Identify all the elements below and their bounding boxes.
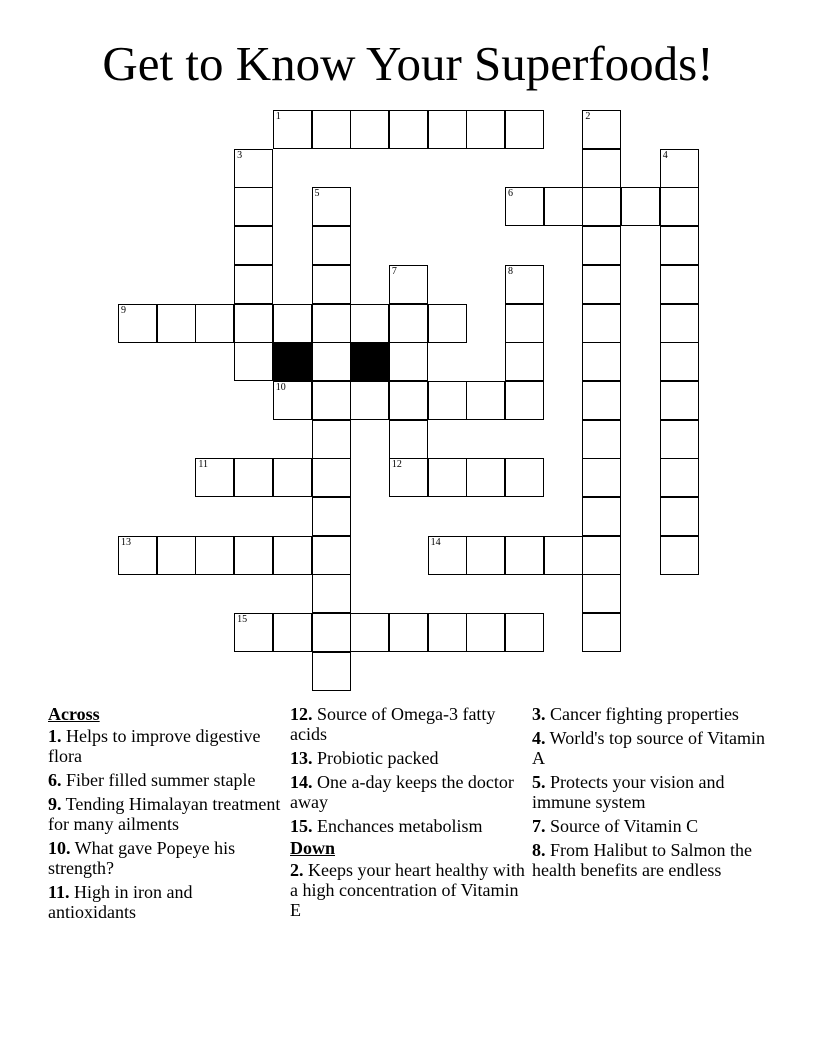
clue-text: Protects your vision and immune system <box>532 772 725 812</box>
grid-cell[interactable] <box>273 304 312 343</box>
grid-cell[interactable] <box>505 458 544 497</box>
grid-cell[interactable] <box>312 497 351 536</box>
grid-cell[interactable] <box>582 497 621 536</box>
clue-number: 12 <box>391 459 402 471</box>
grid-cell[interactable] <box>234 149 273 188</box>
clue-number: 5 <box>314 188 320 200</box>
clue-number-label: 11. <box>48 882 70 902</box>
grid-cell[interactable] <box>582 304 621 343</box>
grid-cell[interactable] <box>234 226 273 265</box>
grid-cell[interactable] <box>389 458 428 497</box>
grid-cell[interactable] <box>195 458 234 497</box>
grid-cell[interactable] <box>312 652 351 691</box>
grid-cell[interactable] <box>312 420 351 459</box>
grid-cell[interactable] <box>660 536 699 575</box>
clue-column-1 <box>48 702 284 922</box>
grid-cell[interactable] <box>466 381 505 420</box>
clue <box>48 794 284 834</box>
grid-cell[interactable] <box>505 381 544 420</box>
across-clue-list <box>48 726 284 922</box>
clue-number-label: 8. <box>532 840 546 860</box>
grid-cell[interactable] <box>428 613 467 652</box>
black-cell <box>350 342 389 381</box>
clue-number: 13 <box>121 536 131 548</box>
clue-number-label: 9. <box>48 794 62 814</box>
clue-number-label: 15. <box>290 816 313 836</box>
grid-cell[interactable] <box>660 304 699 343</box>
clue-number: 10 <box>275 381 286 393</box>
grid-cell[interactable] <box>350 110 389 149</box>
grid-cell[interactable] <box>660 342 699 381</box>
clue-number: 7 <box>391 265 397 277</box>
clue <box>290 704 526 744</box>
grid-cell[interactable] <box>582 420 621 459</box>
clue-number-label: 1. <box>48 726 62 746</box>
clue-text: World's top source of Vitamin A <box>532 728 766 768</box>
grid-cell[interactable] <box>195 536 234 575</box>
clue-number: 15 <box>237 614 248 626</box>
clue-number: 14 <box>430 536 441 548</box>
grid-cell[interactable] <box>505 110 544 149</box>
clue <box>290 816 526 836</box>
grid-cell[interactable] <box>234 265 273 304</box>
grid-cell[interactable] <box>582 187 621 226</box>
clue <box>532 704 768 724</box>
clue-number: 3 <box>237 149 243 161</box>
grid-cell[interactable] <box>312 458 351 497</box>
grid-cell[interactable] <box>389 265 428 304</box>
grid-cell[interactable] <box>428 304 467 343</box>
grid-cell[interactable] <box>582 613 621 652</box>
grid-cell[interactable] <box>466 458 505 497</box>
grid-cell[interactable] <box>389 110 428 149</box>
clue-text: Enchances metabolism <box>312 816 483 836</box>
clue-text: Fiber filled summer staple <box>61 770 256 790</box>
grid-cell[interactable] <box>660 265 699 304</box>
grid-cell[interactable] <box>505 342 544 381</box>
grid-cell[interactable] <box>466 613 505 652</box>
grid-cell[interactable] <box>505 304 544 343</box>
grid-cell[interactable] <box>312 381 351 420</box>
grid-cell[interactable] <box>273 381 312 420</box>
clue-number-label: 5. <box>532 772 546 792</box>
clue-text: Keeps your heart healthy with a high concentration of Vitamin E <box>290 860 525 920</box>
grid-cell[interactable] <box>428 381 467 420</box>
grid-cell[interactable] <box>582 381 621 420</box>
grid-cell[interactable] <box>118 536 157 575</box>
grid-cell[interactable] <box>544 187 583 226</box>
grid-cell[interactable] <box>505 265 544 304</box>
clue-text: Cancer fighting properties <box>545 704 739 724</box>
clue-number: 9 <box>121 304 126 316</box>
clue-number-label: 13. <box>290 748 313 768</box>
grid-cell[interactable] <box>234 458 273 497</box>
grid-cell[interactable] <box>273 536 312 575</box>
grid-cell[interactable] <box>312 536 351 575</box>
grid-cell[interactable] <box>582 342 621 381</box>
clue-text: What gave Popeye his strength? <box>48 838 236 878</box>
grid-cell[interactable] <box>428 110 467 149</box>
down-heading: Down <box>290 838 336 858</box>
grid-cell[interactable] <box>389 420 428 459</box>
grid-cell[interactable] <box>312 110 351 149</box>
grid-cell[interactable] <box>660 420 699 459</box>
grid-cell[interactable] <box>312 574 351 613</box>
grid-cell[interactable] <box>389 613 428 652</box>
grid-cell[interactable] <box>312 304 351 343</box>
grid-cell[interactable] <box>234 304 273 343</box>
grid-cell[interactable] <box>660 187 699 226</box>
clue-number: 8 <box>508 265 513 277</box>
grid-cell[interactable] <box>428 458 467 497</box>
grid-cell[interactable] <box>660 458 699 497</box>
clue-number: 2 <box>585 111 591 122</box>
grid-cell[interactable] <box>505 536 544 575</box>
clue-text: One a-day keeps the doctor away <box>290 772 514 812</box>
grid-cell[interactable] <box>660 149 699 188</box>
grid-cell[interactable] <box>505 613 544 652</box>
grid-cell[interactable] <box>544 536 583 575</box>
grid-cell[interactable] <box>389 342 428 381</box>
clue <box>290 748 526 768</box>
down-clue-list <box>290 860 526 920</box>
grid-cell[interactable] <box>389 381 428 420</box>
grid-cell[interactable] <box>582 226 621 265</box>
grid-cell[interactable] <box>582 149 621 188</box>
grid-cell[interactable] <box>466 536 505 575</box>
clue-number-label: 7. <box>532 816 546 836</box>
grid-cell[interactable] <box>234 613 273 652</box>
clue-text: High in iron and antioxidants <box>48 882 193 922</box>
down-clue-list-continued <box>532 704 768 880</box>
grid-cell[interactable] <box>660 226 699 265</box>
across-heading: Across <box>48 704 100 724</box>
across-clue-list-continued <box>290 704 526 836</box>
clue-number-label: 6. <box>48 770 62 790</box>
grid-cell[interactable] <box>582 574 621 613</box>
grid-cell[interactable] <box>195 304 234 343</box>
clue <box>48 882 284 922</box>
clue-number-label: 3. <box>532 704 546 724</box>
clue-number-label: 4. <box>532 728 546 748</box>
clue-number-label: 14. <box>290 772 313 792</box>
clue <box>532 728 768 768</box>
grid-cell[interactable] <box>505 187 544 226</box>
grid-cell[interactable] <box>582 110 621 149</box>
clue <box>48 838 284 878</box>
grid-cell[interactable] <box>234 536 273 575</box>
grid-cell[interactable] <box>312 226 351 265</box>
grid-cell[interactable] <box>312 342 351 381</box>
grid-cell[interactable] <box>273 613 312 652</box>
black-cell <box>273 342 312 381</box>
clue-number-label: 10. <box>48 838 71 858</box>
grid-cell[interactable] <box>428 536 467 575</box>
clue-text: Source of Omega-3 fatty acids <box>290 704 496 744</box>
clue-number: 6 <box>508 188 513 200</box>
clue <box>290 860 526 920</box>
clue-number: 11 <box>198 459 209 471</box>
clue-number: 1 <box>275 111 281 122</box>
clue <box>532 840 768 880</box>
grid-cell[interactable] <box>582 458 621 497</box>
grid-cell[interactable] <box>660 381 699 420</box>
grid-cell[interactable] <box>389 304 428 343</box>
grid-cell[interactable] <box>118 304 157 343</box>
grid-cell[interactable] <box>660 497 699 536</box>
grid-cell[interactable] <box>234 187 273 226</box>
grid-cell[interactable] <box>350 613 389 652</box>
clue <box>532 816 768 836</box>
grid-cell[interactable] <box>466 110 505 149</box>
puzzle-title: Get to Know Your Superfoods! <box>102 36 714 91</box>
clue-column-3 <box>532 702 768 880</box>
clue-number-label: 2. <box>290 860 304 880</box>
grid-cell[interactable] <box>157 536 196 575</box>
clue <box>532 772 768 812</box>
clue-text: Helps to improve digestive flora <box>48 726 261 766</box>
grid-cell[interactable] <box>582 265 621 304</box>
grid-cell[interactable] <box>312 613 351 652</box>
clue-number-label: 12. <box>290 704 313 724</box>
grid-cell[interactable] <box>350 381 389 420</box>
clue-number: 4 <box>662 149 668 161</box>
clue-text: Source of Vitamin C <box>545 816 699 836</box>
grid-cell[interactable] <box>312 187 351 226</box>
grid-cell[interactable] <box>312 265 351 304</box>
clue <box>48 726 284 766</box>
clue-text: From Halibut to Salmon the health benefits are endless <box>532 840 752 880</box>
clue-text: Tending Himalayan treatment for many ailments <box>48 794 281 834</box>
grid-cell[interactable] <box>621 187 660 226</box>
grid-cell[interactable] <box>350 304 389 343</box>
grid-cell[interactable] <box>582 536 621 575</box>
clue <box>48 770 284 790</box>
grid-cell[interactable] <box>273 458 312 497</box>
grid-cell[interactable] <box>234 342 273 381</box>
clue-text: Probiotic packed <box>312 748 439 768</box>
clue <box>290 772 526 812</box>
grid-cell[interactable] <box>273 110 312 149</box>
clue-column-2 <box>290 702 526 920</box>
grid-cell[interactable] <box>157 304 196 343</box>
